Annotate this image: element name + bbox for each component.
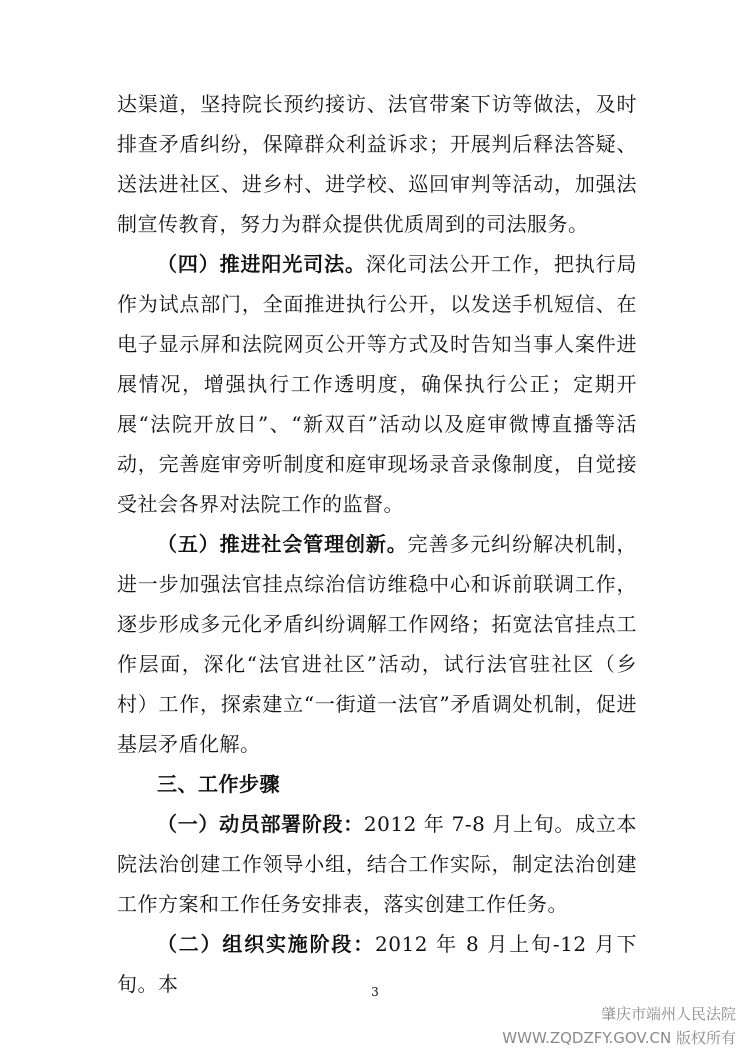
paragraph-mobilization-stage — [117, 804, 637, 924]
document-body — [117, 84, 637, 1004]
paragraph-social-management — [117, 524, 637, 764]
watermark — [502, 1002, 736, 1050]
paragraph-continuation — [117, 84, 637, 244]
paragraph-lead: （五）推进社会管理创新。 — [157, 532, 408, 556]
paragraph-lead: （二）组织实施阶段： — [157, 932, 376, 956]
paragraph-text: 深化司法公开工作，把执行局作为试点部门，全面推进执行公开，以发送手机短信、在电子显示屏和法院网页公开等方式及时告知当事人案件进展情况，增强执行工作透明度，确保执行公正；定期开展“法院开放日”、“新双百”活动以及庭审微博直播等活动，完善庭审旁听制度和庭审现场录音录像制度，自觉接受社会各界对法院工作的监督。 — [117, 252, 638, 516]
paragraph-text: 完善多元纠纷解决机制，进一步加强法官挂点综治信访维稳中心和诉前联调工作，逐步形成多元化矛盾纠纷调解工作网络；拓宽法官挂点工作层面，深化“法官进社区”活动，试行法官驻社区（乡村）工作，探索建立“一街道一法官”矛盾调处机制，促进基层矛盾化解。 — [117, 532, 638, 756]
paragraph-text: 2012 年 8 月上旬-12 月下旬。本 — [117, 932, 638, 996]
watermark-copyright: WWW.ZQDZFY.GOV.CN 版权所有 — [502, 1029, 736, 1047]
section-heading: 三、工作步骤 — [157, 772, 280, 796]
paragraph-text: 达渠道，坚持院长预约接访、法官带案下访等做法，及时排查矛盾纠纷，保障群众利益诉求；开展判后释法答疑、送法进社区、进乡村、进学校、巡回审判等活动，加强法制宣传教育，努力为群众提供优质周到的司法服务。 — [117, 92, 637, 236]
paragraph-sunshine-justice — [117, 244, 637, 524]
paragraph-text: 2012 年 7-8 月上旬。成立本院法治创建工作领导小组，结合工作实际，制定法治创建工作方案和工作任务安排表，落实创建工作任务。 — [117, 812, 637, 916]
watermark-court-name: 肇庆市端州人民法院 — [600, 1005, 736, 1023]
page-number: 3 — [371, 985, 379, 999]
paragraph-lead: （四）推进阳光司法。 — [157, 252, 366, 276]
paragraph-lead: （一）动员部署阶段： — [157, 812, 364, 836]
